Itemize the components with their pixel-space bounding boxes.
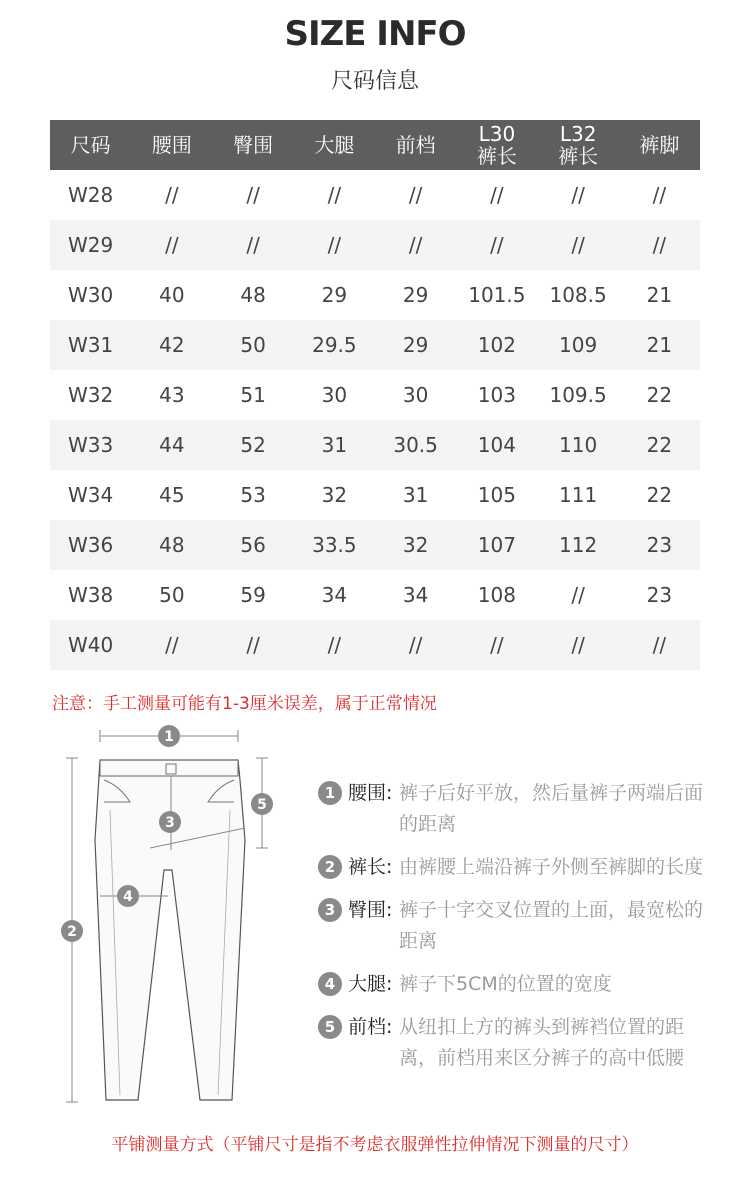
header-l30-line2: 裤长 xyxy=(476,144,517,168)
legend-item-waist xyxy=(318,778,708,840)
marker-1 xyxy=(158,725,180,747)
measurement-cell: 112 xyxy=(538,520,619,570)
legend-text: 裤子后好平放，然后量裤子两端后面的距离 xyxy=(399,782,704,835)
measurement-cell: // xyxy=(456,170,537,220)
measurement-cell: // xyxy=(131,620,212,670)
legend-item-thigh xyxy=(318,969,708,1000)
header-l30-length xyxy=(456,120,537,170)
measurement-cell: 50 xyxy=(213,320,294,370)
table-row xyxy=(50,270,700,320)
size-cell: W29 xyxy=(50,220,131,270)
measurement-cell: // xyxy=(375,620,456,670)
size-cell: W32 xyxy=(50,370,131,420)
size-cell: W31 xyxy=(50,320,131,370)
legend-label: 腰围: xyxy=(348,782,393,804)
size-cell: W33 xyxy=(50,420,131,470)
measurement-cell: // xyxy=(213,170,294,220)
table-row xyxy=(50,220,700,270)
table-row xyxy=(50,470,700,520)
measurement-cell: // xyxy=(294,170,375,220)
size-cell: W28 xyxy=(50,170,131,220)
header-thigh: 大腿 xyxy=(294,120,375,170)
legend-item-hip xyxy=(318,895,708,957)
legend-item-front-rise xyxy=(318,1012,708,1074)
measurement-cell: 59 xyxy=(213,570,294,620)
measurement-cell: // xyxy=(538,570,619,620)
measurement-cell: // xyxy=(619,620,700,670)
table-row xyxy=(50,620,700,670)
measurement-cell: 105 xyxy=(456,470,537,520)
table-row xyxy=(50,570,700,620)
measurement-cell: // xyxy=(294,220,375,270)
measurement-cell: 104 xyxy=(456,420,537,470)
measurement-cell: 29 xyxy=(375,320,456,370)
measurement-cell: // xyxy=(456,220,537,270)
measurement-cell: 40 xyxy=(131,270,212,320)
measurement-cell: 32 xyxy=(294,470,375,520)
measurement-cell: 29 xyxy=(294,270,375,320)
table-row xyxy=(50,320,700,370)
svg-text:2: 2 xyxy=(67,924,77,940)
measurement-cell: 22 xyxy=(619,470,700,520)
measurement-cell: 108 xyxy=(456,570,537,620)
measurement-cell: 23 xyxy=(619,520,700,570)
measurement-cell: // xyxy=(375,170,456,220)
header-l30-line1: L30 xyxy=(478,122,516,146)
measurement-cell: // xyxy=(619,170,700,220)
measurement-cell: 23 xyxy=(619,570,700,620)
legend-text: 由裤腰上端沿裤子外侧至裤脚的长度 xyxy=(399,856,704,878)
measurement-cell: 48 xyxy=(213,270,294,320)
measurement-cell: // xyxy=(375,220,456,270)
legend-text: 裤子下5CM的位置的宽度 xyxy=(399,973,612,995)
table-row xyxy=(50,170,700,220)
measurement-cell: 34 xyxy=(375,570,456,620)
legend-item-length xyxy=(318,852,708,883)
size-cell: W40 xyxy=(50,620,131,670)
measurement-cell: 22 xyxy=(619,420,700,470)
measurement-cell: 29 xyxy=(375,270,456,320)
svg-text:3: 3 xyxy=(165,815,175,831)
size-cell: W38 xyxy=(50,570,131,620)
measurement-cell: 111 xyxy=(538,470,619,520)
marker-5 xyxy=(251,793,273,815)
legend-label: 臀围: xyxy=(348,899,393,921)
size-cell: W36 xyxy=(50,520,131,570)
measurement-cell: // xyxy=(538,220,619,270)
measurement-cell: 45 xyxy=(131,470,212,520)
size-cell: W30 xyxy=(50,270,131,320)
measurement-cell: // xyxy=(213,220,294,270)
measurement-cell: 110 xyxy=(538,420,619,470)
size-table-body xyxy=(50,170,700,670)
measurement-cell: 33.5 xyxy=(294,520,375,570)
legend-number: 1 xyxy=(318,781,342,805)
measurement-cell: // xyxy=(213,620,294,670)
legend-label: 前档: xyxy=(348,1016,393,1038)
table-row xyxy=(50,520,700,570)
measurement-cell: 31 xyxy=(294,420,375,470)
marker-4 xyxy=(117,885,139,907)
legend-number: 3 xyxy=(318,898,342,922)
measurement-cell: 21 xyxy=(619,320,700,370)
measurement-cell: 53 xyxy=(213,470,294,520)
size-table-header-row xyxy=(50,120,700,170)
legend-label: 大腿: xyxy=(348,973,393,995)
header-hip: 臀围 xyxy=(213,120,294,170)
measurement-cell: 29.5 xyxy=(294,320,375,370)
measurement-cell: 108.5 xyxy=(538,270,619,320)
legend-text: 从纽扣上方的裤头到裤裆位置的距离，前档用来区分裤子的高中低腰 xyxy=(399,1016,685,1069)
measurement-cell: // xyxy=(294,620,375,670)
marker-3 xyxy=(159,811,181,833)
measurement-cell: 48 xyxy=(131,520,212,570)
measurement-cell: 44 xyxy=(131,420,212,470)
measurement-cell: // xyxy=(538,170,619,220)
measurement-cell: 21 xyxy=(619,270,700,320)
size-cell: W34 xyxy=(50,470,131,520)
header-l32-length xyxy=(538,120,619,170)
measurement-cell: 51 xyxy=(213,370,294,420)
measurement-cell: 109.5 xyxy=(538,370,619,420)
header-leg-opening: 裤脚 xyxy=(619,120,700,170)
legend-label: 裤长: xyxy=(348,856,393,878)
table-row xyxy=(50,370,700,420)
header-front-rise: 前档 xyxy=(375,120,456,170)
header-l32-line2: 裤长 xyxy=(558,144,599,168)
svg-text:5: 5 xyxy=(257,797,267,813)
header-l32-line1: L32 xyxy=(559,122,597,146)
measurement-cell: 43 xyxy=(131,370,212,420)
measurement-cell: // xyxy=(619,220,700,270)
legend-number: 4 xyxy=(318,972,342,996)
svg-text:1: 1 xyxy=(164,729,174,745)
pants-diagram xyxy=(40,720,290,1120)
legend-number: 5 xyxy=(318,1015,342,1039)
header-size: 尺码 xyxy=(50,120,131,170)
svg-text:4: 4 xyxy=(123,889,133,905)
measurement-cell: 107 xyxy=(456,520,537,570)
measurement-cell: 32 xyxy=(375,520,456,570)
measurement-note: 注意：手工测量可能有1-3厘米误差，属于正常情况 xyxy=(52,694,437,714)
measurement-cell: 103 xyxy=(456,370,537,420)
page-subtitle: 尺码信息 xyxy=(330,69,419,94)
measurement-cell: 52 xyxy=(213,420,294,470)
page-title: SIZE INFO xyxy=(284,14,466,54)
measurement-cell: 109 xyxy=(538,320,619,370)
measurement-cell: 30 xyxy=(375,370,456,420)
table-row xyxy=(50,420,700,470)
marker-2 xyxy=(61,920,83,942)
measurement-cell: 22 xyxy=(619,370,700,420)
measurement-legend xyxy=(318,778,708,1086)
measurement-cell: // xyxy=(131,220,212,270)
legend-text: 裤子十字交叉位置的上面，最宽松的距离 xyxy=(399,899,704,952)
measurement-cell: 31 xyxy=(375,470,456,520)
measurement-cell: // xyxy=(131,170,212,220)
measurement-cell: 30.5 xyxy=(375,420,456,470)
footer-note: 平铺测量方式（平铺尺寸是指不考虑衣服弹性拉伸情况下测量的尺寸） xyxy=(111,1135,639,1155)
measurement-cell: 102 xyxy=(456,320,537,370)
measurement-cell: 34 xyxy=(294,570,375,620)
measurement-cell: // xyxy=(538,620,619,670)
header-waist: 腰围 xyxy=(131,120,212,170)
measurement-cell: 50 xyxy=(131,570,212,620)
measurement-cell: 101.5 xyxy=(456,270,537,320)
measurement-cell: // xyxy=(456,620,537,670)
legend-number: 2 xyxy=(318,855,342,879)
size-table xyxy=(50,120,700,670)
measurement-cell: 56 xyxy=(213,520,294,570)
measurement-cell: 42 xyxy=(131,320,212,370)
measurement-cell: 30 xyxy=(294,370,375,420)
